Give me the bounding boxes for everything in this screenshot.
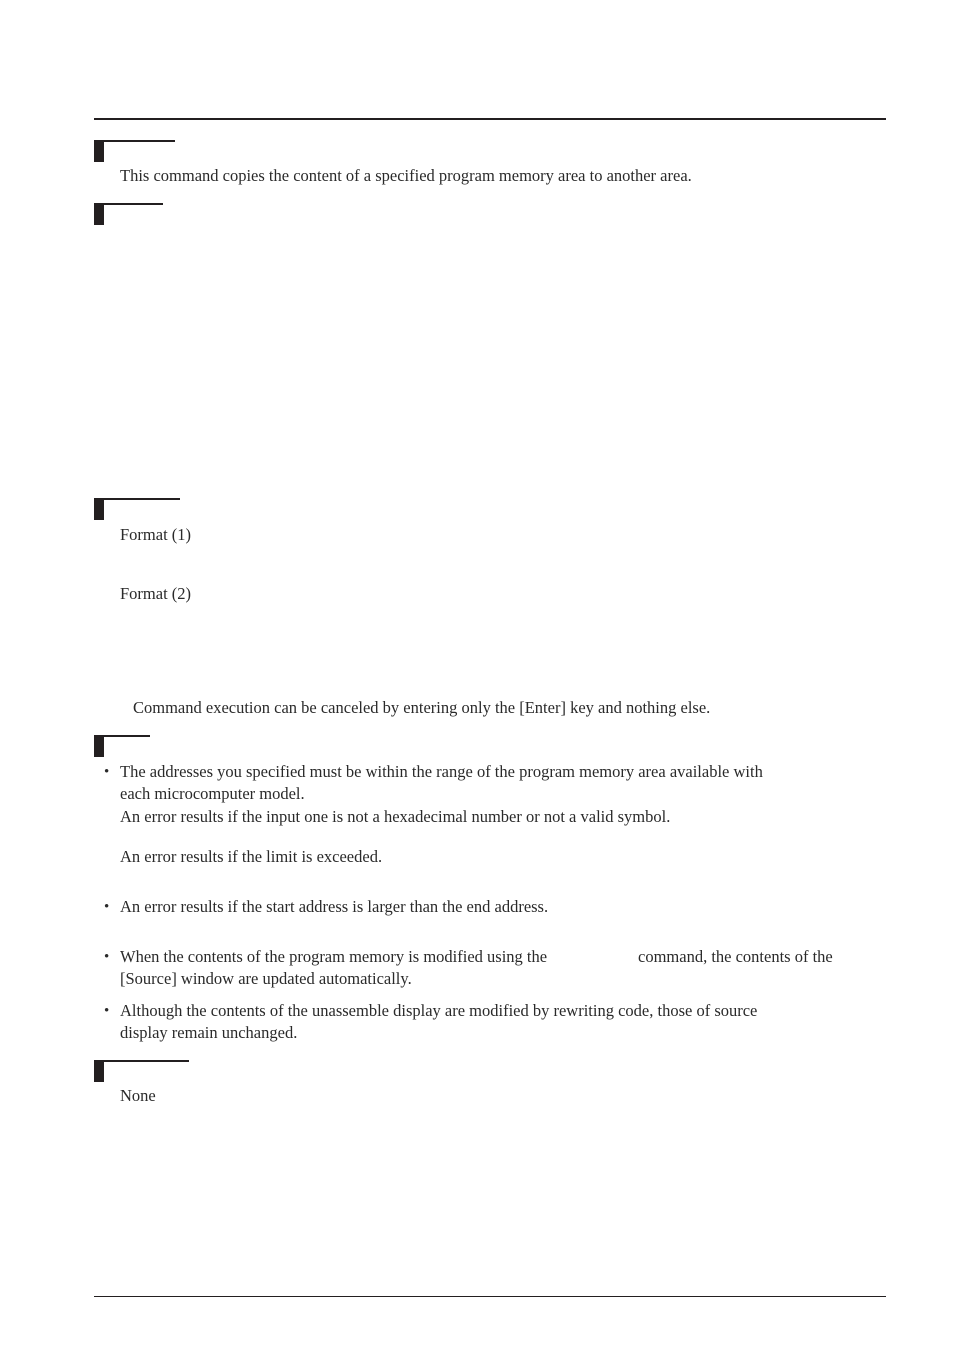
format2-label: Format (2)	[120, 584, 192, 603]
header-rule	[94, 118, 886, 120]
note-item3-line1-b: command, the contents of the	[638, 947, 833, 966]
note-item1-line1: The addresses you specified must be within the range of the program memory area available with	[120, 762, 763, 781]
footer-rule	[94, 1296, 886, 1297]
gui-value: None	[120, 1086, 156, 1105]
note-item4-line2: display remain unchanged.	[120, 1023, 298, 1042]
note-item2: An error results if the start address is larger than the end address.	[120, 897, 549, 916]
note-item4-line1: Although the contents of the unassemble display are modified by rewriting code, those of source	[120, 1001, 758, 1020]
bullet-icon: •	[104, 764, 110, 780]
bullet-icon: •	[104, 899, 110, 915]
note-item1-line3: An error results if the input one is not a hexadecimal number or not a valid symbol.	[120, 807, 671, 826]
format1-label: Format (1)	[120, 525, 192, 544]
cancel-note: Command execution can be canceled by entering only the [Enter] key and nothing else.	[133, 698, 711, 717]
function-description: This command copies the content of a specified program memory area to another area.	[120, 166, 692, 185]
note-item1-line4: An error results if the limit is exceeded.	[120, 847, 383, 866]
note-item3-line2: [Source] window are updated automatically.	[120, 969, 412, 988]
note-item3-line1-a: When the contents of the program memory is modified using the	[120, 947, 548, 966]
bullet-icon: •	[104, 949, 110, 965]
note-item1-line2: each microcomputer model.	[120, 784, 305, 803]
bullet-icon: •	[104, 1003, 110, 1019]
